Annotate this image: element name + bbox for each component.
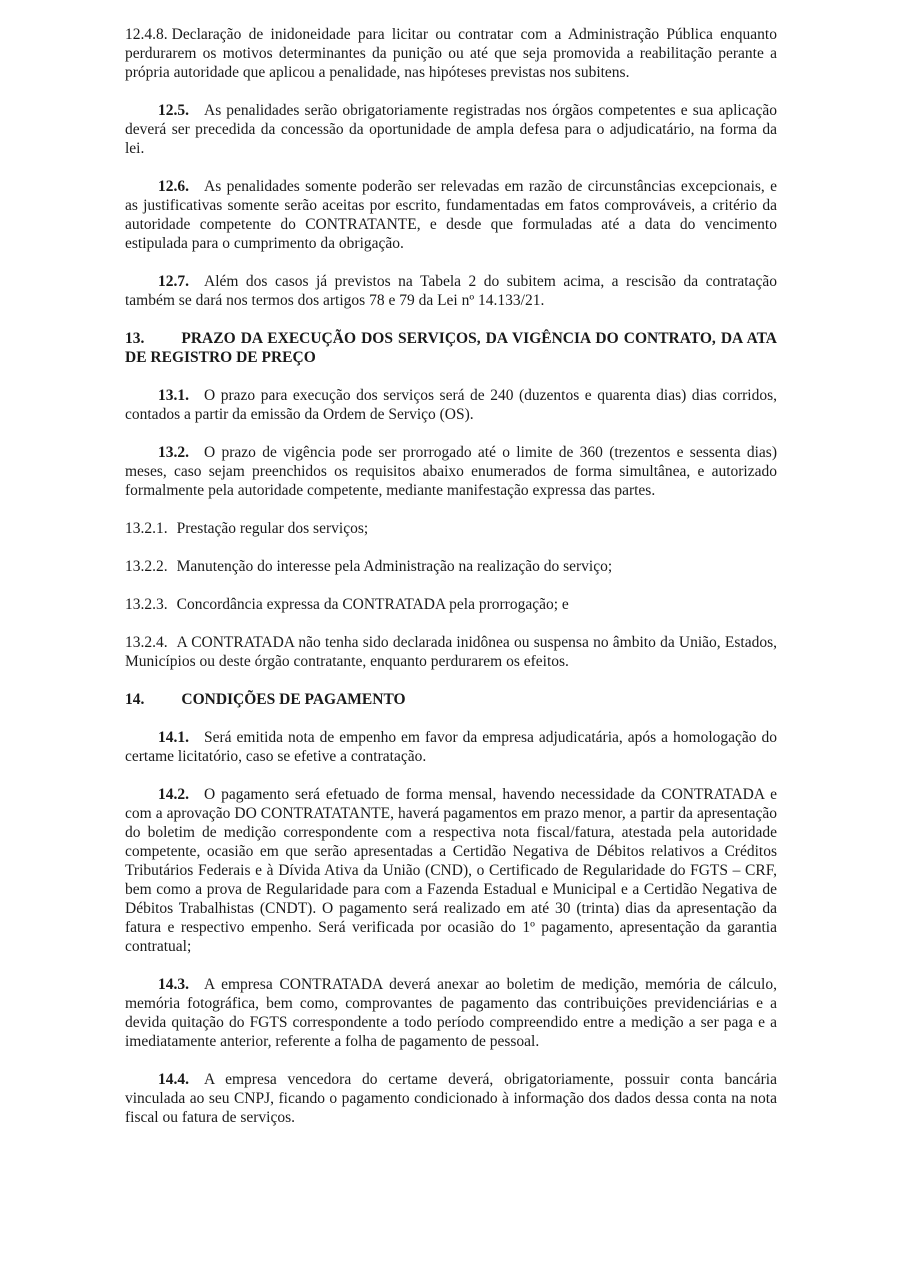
paragraph-number: 13.2.2. (125, 558, 168, 575)
paragraph-13-2 (125, 443, 777, 500)
paragraph-text: A empresa CONTRATADA deverá anexar ao boletim de medição, memória de cálculo, memória fotográfica, bem como, comprovantes de pagamento das contribuições previdenciárias e a devida quitação do FGTS correspondente a todo período compreendido entre a medição a ser paga e a imediatamente anterior, referente a folha de pagamento de pessoal. (125, 976, 777, 1050)
heading-text: CONDIÇÕES DE PAGAMENTO (181, 691, 406, 708)
paragraph-number: 12.6. (158, 178, 189, 195)
paragraph-12-7 (125, 272, 777, 310)
paragraph-number: 12.7. (158, 273, 189, 290)
paragraph-14-3 (125, 975, 777, 1051)
paragraph-text: Declaração de inidoneidade para licitar ou contratar com a Administração Pública enquanto perdurarem os motivos determinantes da punição ou até que seja promovida a reabilitação perante a própria autoridade que aplicou a penalidade, nas hipóteses previstas nos subitens. (125, 26, 777, 81)
paragraph-text: O prazo para execução dos serviços será de 240 (duzentos e quarenta dias) dias corridos, contados a partir da emissão da Ordem de Serviço (OS). (125, 387, 777, 423)
paragraph-number: 13.2.3. (125, 596, 168, 613)
paragraph-12-6 (125, 177, 777, 253)
paragraph-number: 12.4.8. (125, 26, 168, 43)
paragraph-text: O pagamento será efetuado de forma mensal, havendo necessidade da CONTRATADA e com a aprovação DO CONTRATATANTE, haverá pagamentos em prazo menor, a partir da apresentação do boletim de medição correspondente com a respectiva nota fiscal/fatura, atestada pela autoridade competente, ocasião em que serão apresentadas a Certidão Negativa de Débitos relativos a Créditos Tributários Federais e à Dívida Ativa da União (CND), o Certificado de Regularidade do FGTS – CRF, bem como a prova de Regularidade para com a Fazenda Estadual e Municipal e a Certidão Negativa de Débitos Trabalhistas (CNDT). O pagamento será realizado em até 30 (trinta) dias da apresentação da fatura e respectivo empenho. Será verificada por ocasião do 1º pagamento, apresentação da garantia contratual; (125, 786, 777, 955)
paragraph-13-1 (125, 386, 777, 424)
paragraph-text: Concordância expressa da CONTRATADA pela prorrogação; e (176, 596, 569, 613)
paragraph-text: As penalidades serão obrigatoriamente registradas nos órgãos competentes e sua aplicação deverá ser precedida da concessão da oportunidade de ampla defesa para o adjudicatário, na forma da lei. (125, 102, 777, 157)
paragraph-text: As penalidades somente poderão ser relevadas em razão de circunstâncias excepcionais, e as justificativas somente serão aceitas por escrito, fundamentadas em fatos comprováveis, a critério da autoridade competente do CONTRATANTE, e desde que formuladas até a data do vencimento estipulada para o cumprimento da obrigação. (125, 178, 777, 252)
paragraph-text: Será emitida nota de empenho em favor da empresa adjudicatária, após a homologação do certame licitatório, caso se efetive a contratação. (125, 729, 777, 765)
paragraph-number: 13.2.1. (125, 520, 168, 537)
heading-number: 14. (125, 691, 145, 708)
paragraph-14-2 (125, 785, 777, 956)
paragraph-number: 14.1. (158, 729, 189, 746)
paragraph-number: 14.4. (158, 1071, 189, 1088)
paragraph-text: O prazo de vigência pode ser prorrogado até o limite de 360 (trezentos e sessenta dias) meses, caso sejam preenchidos os requisitos abaixo enumerados de forma simultânea, e autorizado formalmente pela autoridade competente, mediante manifestação expressa das partes. (125, 444, 777, 499)
paragraph-text: A empresa vencedora do certame deverá, obrigatoriamente, possuir conta bancária vinculada ao seu CNPJ, ficando o pagamento condicionado à informação dos dados dessa conta na nota fiscal ou fatura de serviços. (125, 1071, 777, 1126)
paragraph-number: 13.2.4. (125, 634, 168, 651)
paragraph-number: 14.2. (158, 786, 189, 803)
paragraph-text: Manutenção do interesse pela Administração na realização do serviço; (176, 558, 613, 575)
paragraph-number: 12.5. (158, 102, 189, 119)
paragraph-12-5 (125, 101, 777, 158)
paragraph-12-4-8 (125, 25, 777, 82)
paragraph-13-2-2 (125, 557, 777, 576)
section-heading-14 (125, 690, 777, 709)
paragraph-13-2-4 (125, 633, 777, 671)
paragraph-text: Prestação regular dos serviços; (176, 520, 369, 537)
paragraph-13-2-1 (125, 519, 777, 538)
paragraph-text: Além dos casos já previstos na Tabela 2 do subitem acima, a rescisão da contratação também se dará nos termos dos artigos 78 e 79 da Lei nº 14.133/21. (125, 273, 777, 309)
section-heading-13 (125, 329, 777, 367)
paragraph-number: 13.1. (158, 387, 189, 404)
paragraph-13-2-3 (125, 595, 777, 614)
paragraph-14-1 (125, 728, 777, 766)
paragraph-text: A CONTRATADA não tenha sido declarada inidônea ou suspensa no âmbito da União, Estados, Municípios ou deste órgão contratante, enquanto perdurarem os efeitos. (125, 634, 777, 670)
heading-number: 13. (125, 330, 145, 347)
paragraph-number: 13.2. (158, 444, 189, 461)
heading-text: PRAZO DA EXECUÇÃO DOS SERVIÇOS, DA VIGÊNCIA DO CONTRATO, DA ATA DE REGISTRO DE PREÇO (125, 330, 777, 366)
paragraph-14-4 (125, 1070, 777, 1127)
paragraph-number: 14.3. (158, 976, 189, 993)
